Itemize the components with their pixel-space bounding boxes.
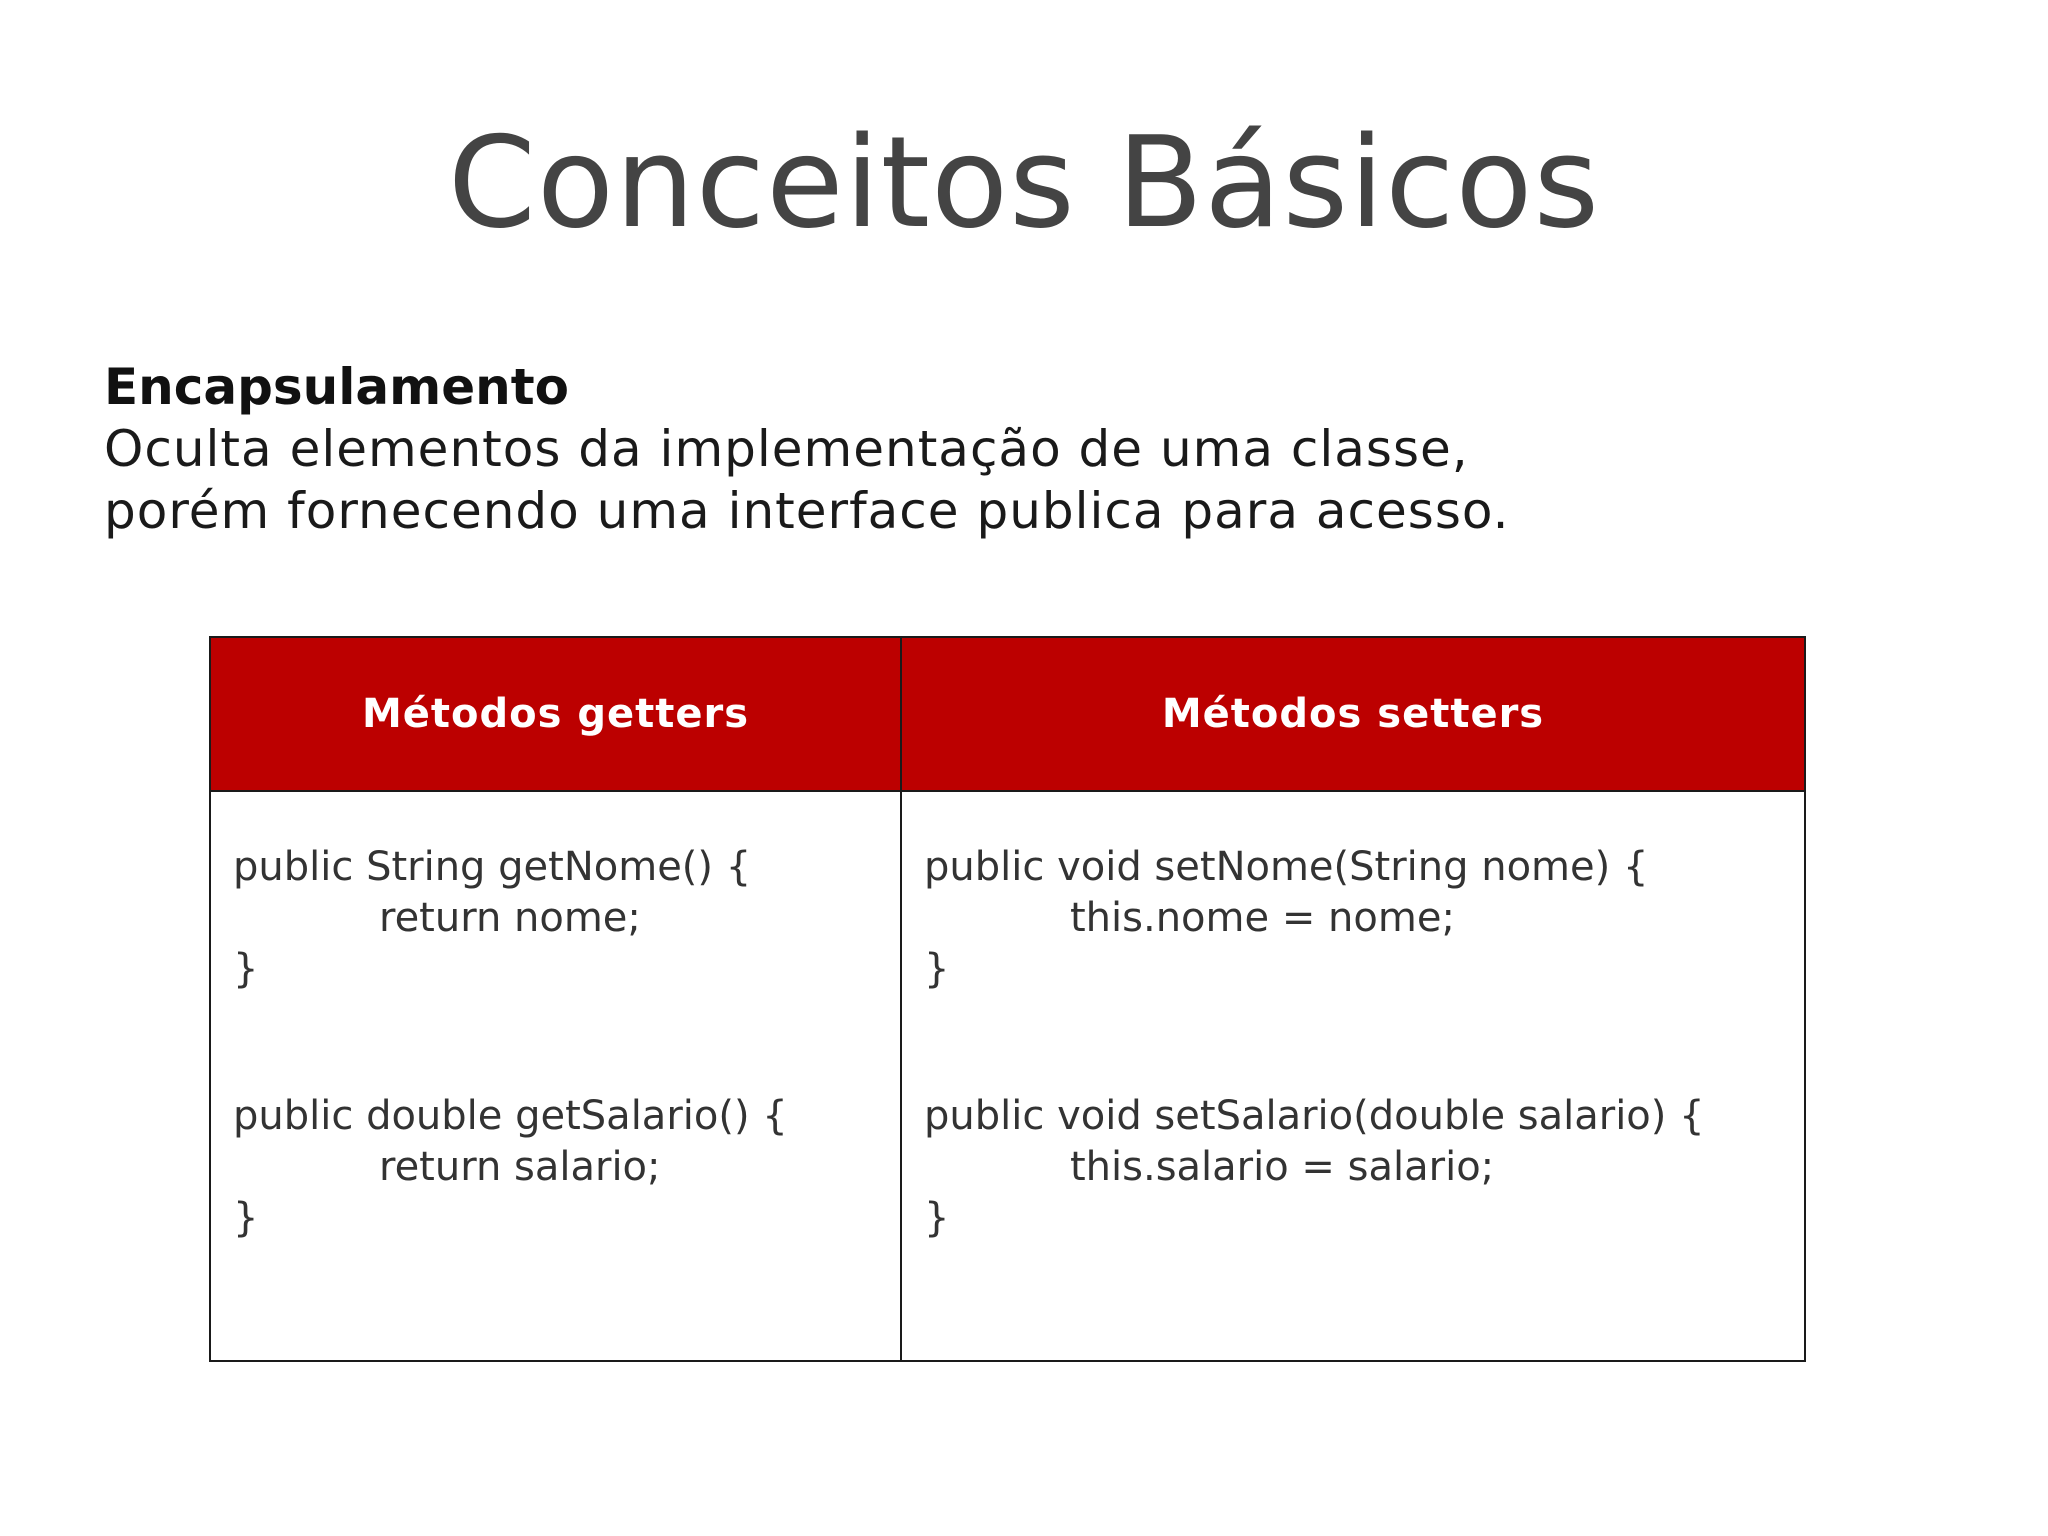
set-nome-code (924, 842, 1804, 995)
code-signature: public double getSalario() { (233, 1093, 788, 1139)
intro-line-1: Oculta elementos da implementação de uma classe, (104, 420, 1469, 478)
getters-cell (210, 791, 901, 1361)
intro-line-2: porém fornecendo uma interface publica para acesso. (104, 482, 1510, 540)
get-salario-code (233, 1091, 900, 1244)
code-close-brace: } (233, 946, 259, 992)
intro-text (104, 356, 1804, 542)
code-body: return salario; (379, 1144, 661, 1190)
code-signature: public void setNome(String nome) { (924, 844, 1649, 890)
section-heading: Encapsulamento (104, 358, 570, 416)
code-close-brace: } (233, 1195, 259, 1241)
code-signature: public void setSalario(double salario) { (924, 1093, 1705, 1139)
code-close-brace: } (924, 946, 950, 992)
methods-table (209, 636, 1806, 1362)
code-body: this.nome = nome; (1070, 895, 1455, 941)
table-row (210, 791, 1805, 1361)
slide-title: Conceitos Básicos (447, 109, 1601, 256)
code-signature: public String getNome() { (233, 844, 752, 890)
get-nome-code (233, 842, 900, 995)
code-close-brace: } (924, 1195, 950, 1241)
code-body: return nome; (379, 895, 641, 941)
table-header-row (210, 637, 1805, 791)
getters-header: Métodos getters (210, 637, 901, 791)
setters-cell (901, 791, 1805, 1361)
set-salario-code (924, 1091, 1804, 1244)
code-body: this.salario = salario; (1070, 1144, 1495, 1190)
setters-header: Métodos setters (901, 637, 1805, 791)
